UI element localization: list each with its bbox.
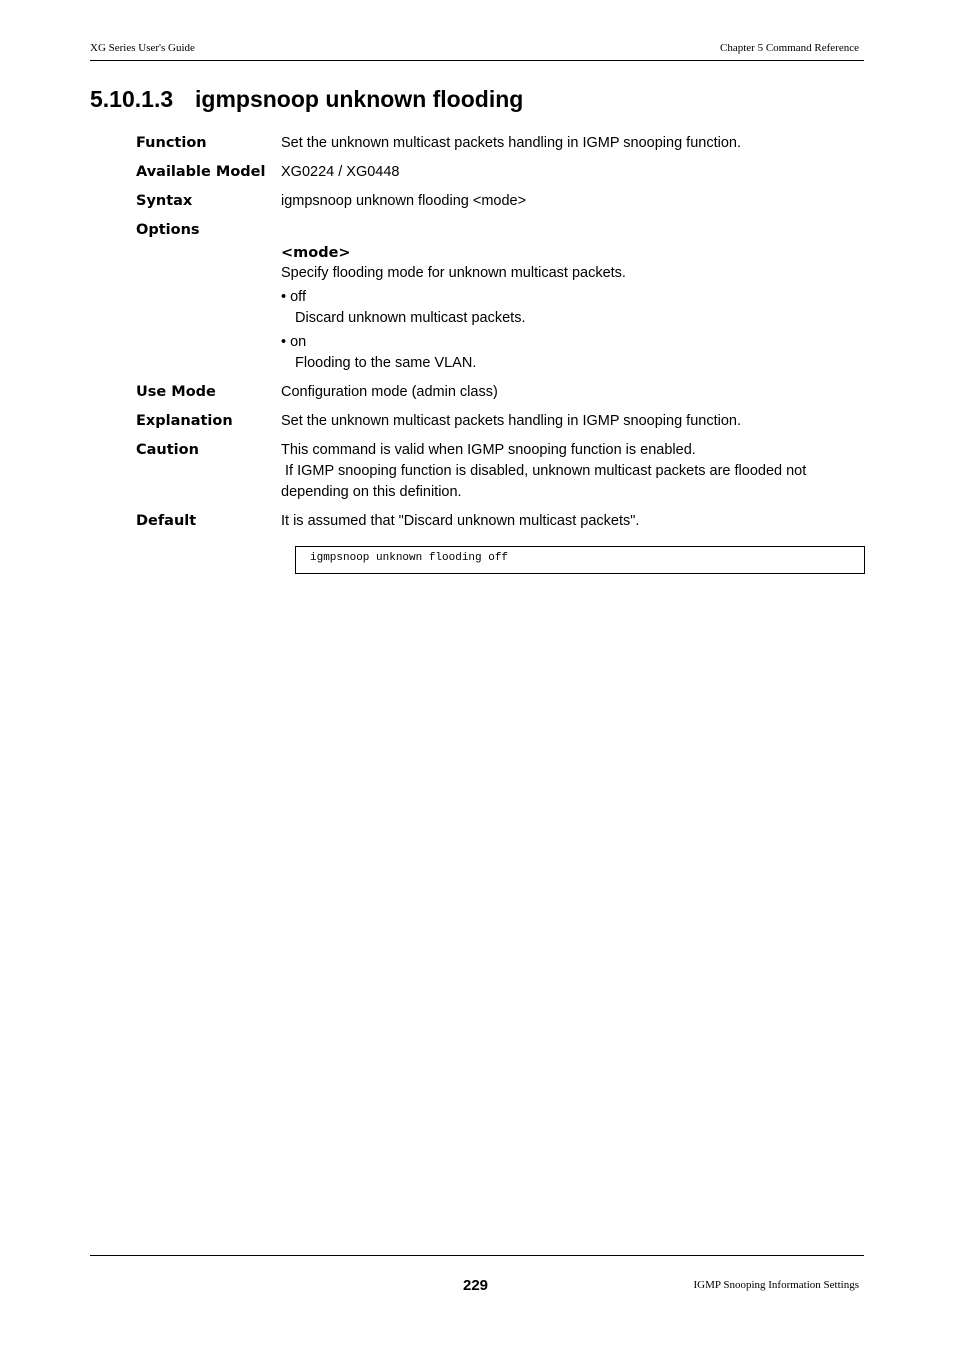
option-item-off [281,287,864,329]
function-value: Set the unknown multicast packets handling in IGMP snooping function. [281,135,741,151]
option-item-desc: Flooding to the same VLAN. [295,355,477,371]
syntax-value: igmpsnoop unknown flooding <mode> [281,193,527,209]
option-item-on [281,332,864,374]
caution-line-2: If IGMP snooping function is disabled, unknown multicast packets are flooded not depending on this definition. [281,463,811,500]
default-label: Default [136,513,197,529]
default-value: It is assumed that "Discard unknown multicast packets". [281,513,640,529]
usemode-label: Use Mode [136,384,216,400]
syntax-label: Syntax [136,193,193,209]
function-label: Function [136,135,207,151]
model-label: Available Model [136,164,266,180]
option-item-name: • off [281,287,864,308]
options-row [136,220,864,241]
usemode-value: Configuration mode (admin class) [281,384,498,400]
option-item-name: • on [281,332,864,353]
section-title [90,86,523,113]
header-chapter-title: Chapter 5 Command Reference [720,42,859,54]
options-block [281,243,864,374]
caution-label: Caution [136,442,199,458]
page-number: 229 [463,1277,489,1294]
option-param: <mode> [281,245,351,261]
footer-section-title: IGMP Snooping Information Settings [693,1279,859,1291]
code-example: igmpsnoop unknown flooding off [295,546,865,574]
explanation-label: Explanation [136,413,233,429]
caution-row [136,440,864,503]
option-description: Specify flooding mode for unknown multicast packets. [281,265,626,281]
header-divider [90,60,864,61]
default-row [136,511,864,532]
option-item-desc: Discard unknown multicast packets. [295,310,526,326]
usemode-row [136,382,864,403]
footer-divider [90,1255,864,1256]
header-guide-title: XG Series User's Guide [90,42,195,54]
options-label: Options [136,222,200,238]
command-reference-body [136,133,864,540]
section-heading: igmpsnoop unknown flooding [195,86,524,112]
section-number: 5.10.1.3 [90,86,174,112]
explanation-value: Set the unknown multicast packets handling in IGMP snooping function. [281,413,741,429]
model-row [136,162,864,183]
caution-value [281,440,864,503]
explanation-row [136,411,864,432]
function-row [136,133,864,154]
syntax-row [136,191,864,212]
caution-line-1: This command is valid when IGMP snooping function is enabled. [281,442,696,458]
model-value: XG0224 / XG0448 [281,164,400,180]
